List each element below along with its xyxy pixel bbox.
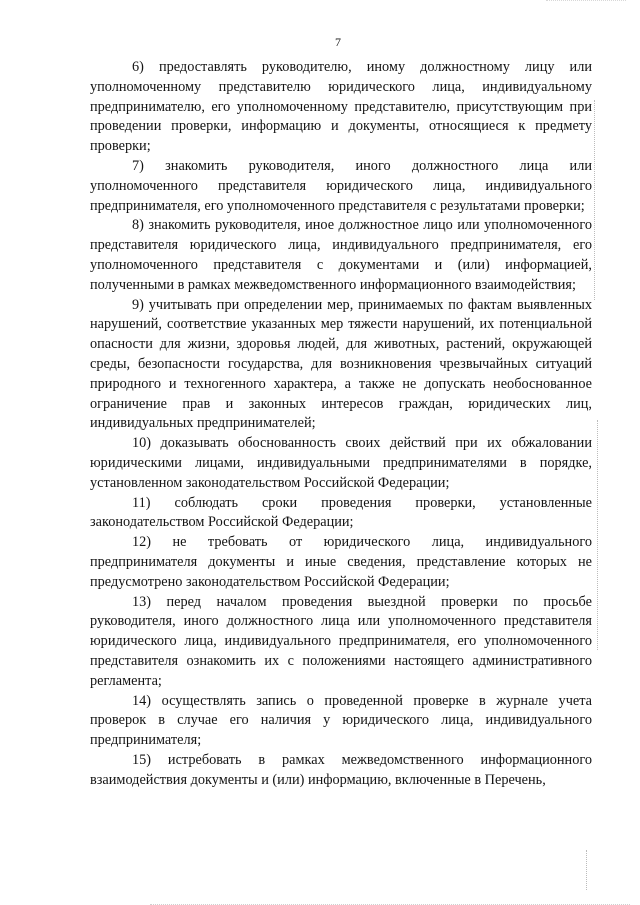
list-item: 6) предоставлять руководителю, иному должностному лицу или уполномоченному представителю юридического лица, индивидуальному предпринимателю, его уполномоченному представителю, присутствующим при проведении проверки, информацию и документы, относящиеся к предмету проверки; <box>90 59 592 155</box>
scan-artifact-bottom <box>150 900 630 905</box>
list-item: 10) доказывать обоснованность своих действий при их обжаловании юридическими лицами, индивидуальными предпринимателями в порядке, установленном законодательством Российской Федерации; <box>90 435 592 491</box>
scan-artifact-edge <box>597 420 598 650</box>
list-item: 7) знакомить руководителя, иного должностного лица или уполномоченного представителя юридического лица, индивидуального предпринимателя, его уполномоченного представителя с результатами проверки; <box>90 157 592 214</box>
list-item: 14) осуществлять запись о проведенной проверке в журнале учета проверок в случае его наличия у юридического лица, индивидуального предпринимателя; <box>90 692 592 749</box>
list-item: 15) истребовать в рамках межведомственного информационного взаимодействия документы и (или) информацию, включенные в Перечень, <box>90 751 592 788</box>
list-item: 11) соблюдать сроки проведения проверки, установленные законодательством Российской Федерации; <box>90 494 592 531</box>
scan-artifact-edge <box>594 100 595 300</box>
scan-artifact-edge <box>586 850 587 890</box>
list-item: 12) не требовать от юридического лица, индивидуального предпринимателя документы и иные сведения, представление которых не предусмотрено законодательством Российской Федерации; <box>90 534 592 590</box>
list-item: 13) перед началом проведения выездной проверки по просьбе руководителя, иного должностного лица или уполномоченного представителя юридического лица, индивидуального предпринимателя, его уполномоченного представителя ознакомить их с положениями настоящего административного регламента; <box>90 593 592 689</box>
list-item: 9) учитывать при определении мер, принимаемых по фактам выявленных нарушений, соответствие указанных мер тяжести нарушений, их потенциальной опасности для жизни, здоровья людей, для животных, растений, окружающей среды, безопасности государства, для возникновения чрезвычайных ситуаций природного и техногенного характера, а также не допускать необоснованное ограничение прав и законных интересов граждан, юридических лиц, индивидуальных предпринимателей; <box>90 296 592 432</box>
list-item: 8) знакомить руководителя, иное должностное лицо или уполномоченного представителя юридического лица, индивидуального предпринимателя, его уполномоченного представителя с документами и (или) информацией, полученными в рамках межведомственного информационного взаимодействия; <box>90 217 592 293</box>
page-number: 7 <box>335 35 341 49</box>
document-body <box>90 58 592 790</box>
scan-artifact-top <box>546 0 626 19</box>
